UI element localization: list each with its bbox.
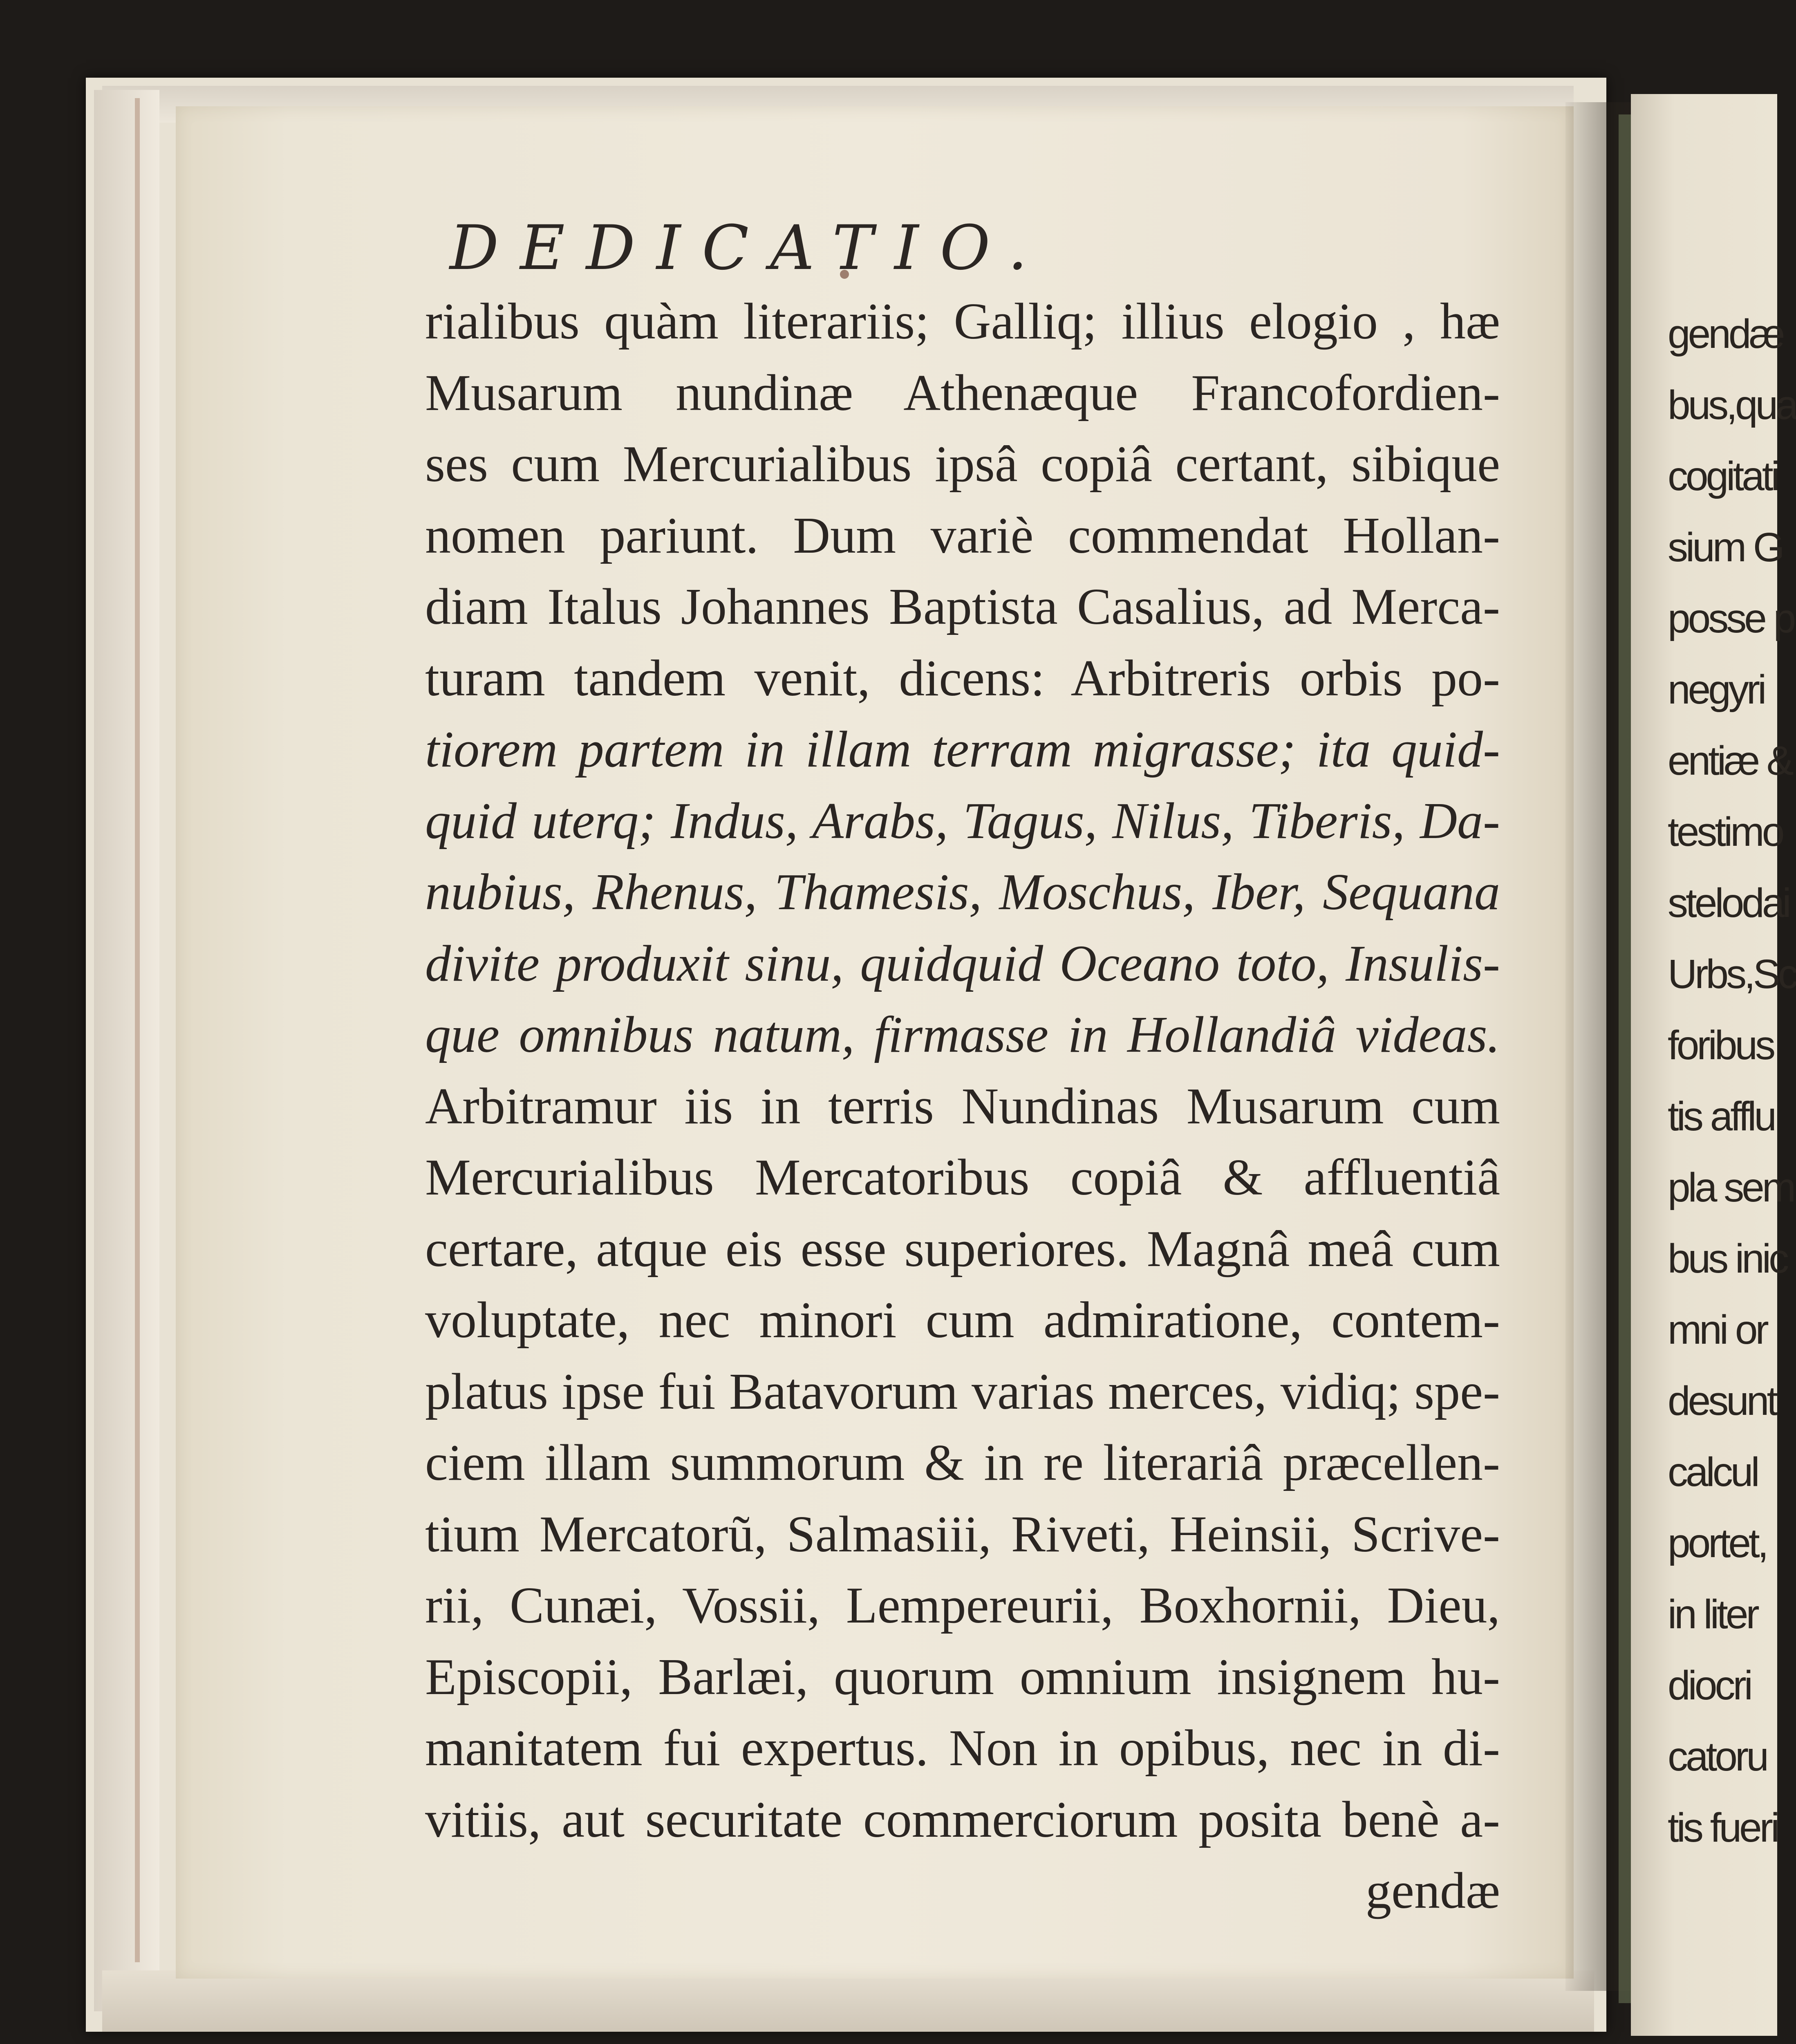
facing-text-line: desunt (1668, 1378, 1776, 1424)
facing-text-line: portet, (1668, 1520, 1767, 1566)
text-line: ses cum Mercurialibus ipsâ copiâ certant, sibique (425, 436, 1500, 493)
text-line: que omnibus natum, firmasse in Hollandiâ videas. (425, 1006, 1500, 1063)
facing-text-line: entiæ & (1668, 738, 1792, 784)
facing-text-line: bus inic (1668, 1236, 1787, 1282)
facing-text-line: pla sem (1668, 1165, 1794, 1210)
facing-text-line: diocri (1668, 1663, 1751, 1708)
page-edge (135, 98, 140, 1962)
text-line: nomen pariunt. Dum variè commendat Hollan- (425, 507, 1500, 564)
text-line: quid uterq; Indus, Arabs, Tagus, Nilus, Tiberis, Da- (425, 792, 1500, 849)
text-line: voluptate, nec minori cum admiratione, contem- (425, 1292, 1500, 1349)
facing-text-line: tis afflu (1668, 1094, 1774, 1139)
text-line: manitatem fui expertus. Non in opibus, nec in di- (425, 1720, 1500, 1777)
facing-text-line: mni or (1668, 1307, 1767, 1353)
text-line: vitiis, aut securitate commerciorum posita benè a- (425, 1791, 1500, 1848)
text-line: rialibus quàm literariis; Galliq; illius elogio , hæ (425, 293, 1500, 350)
facing-text-line: cogitati (1668, 453, 1778, 499)
facing-text-line: catoru (1668, 1734, 1767, 1780)
facing-text-line: foribus (1668, 1022, 1774, 1068)
text-line: nubius, Rhenus, Thamesis, Moschus, Iber, Sequana (425, 864, 1500, 921)
text-line: tiorem partem in illam terram migrasse; ita quid- (425, 721, 1500, 778)
running-head: DEDICATIO. (450, 213, 1049, 284)
facing-text-line: calcul (1668, 1449, 1758, 1495)
facing-text-line: negyri (1668, 667, 1765, 713)
facing-text-line: posse p (1668, 596, 1794, 641)
facing-text-line: sium G (1668, 524, 1783, 570)
text-line: Episcopii, Barlæi, quorum omnium insignem hu- (425, 1648, 1500, 1706)
text-line: certare, atque eis esse superiores. Magnâ meâ cum (425, 1220, 1500, 1278)
text-line: Mercurialibus Mercatoribus copiâ & affluentiâ (425, 1149, 1500, 1206)
text-line: Musarum nundinæ Athenæque Francofordien- (425, 364, 1500, 421)
facing-text-line: gendæ (1668, 311, 1783, 357)
facing-text-line: stelodai (1668, 880, 1789, 926)
facing-text-line: bus,qua (1668, 382, 1796, 428)
facing-text-line: tis fueri (1668, 1805, 1778, 1851)
text-line: platus ipse fui Batavorum varias merces, vidiq; spe- (425, 1363, 1500, 1420)
facing-page (1631, 94, 1796, 2036)
text-line: turam tandem venit, dicens: Arbitreris orbis po- (425, 650, 1500, 707)
facing-page-text (1668, 298, 1796, 1863)
text-line: divite produxit sinu, quidquid Oceano toto, Insulis- (425, 935, 1500, 992)
facing-text-line: in liter (1668, 1591, 1757, 1637)
text-line: tium Mercatorũ, Salmasiii, Riveti, Heinsii, Scrive- (425, 1506, 1500, 1563)
text-line: Arbitramur iis in terris Nundinas Musarum cum (425, 1078, 1500, 1135)
text-line: rii, Cunæi, Vossii, Lempereurii, Boxhornii, Dieu, (425, 1577, 1500, 1634)
text-line: ciem illam summorum & in re literariâ præcellen- (425, 1434, 1500, 1491)
facing-text-line: Urbs,Sc (1668, 951, 1796, 997)
facing-text-line: testimo (1668, 809, 1783, 855)
cover-left-edge (94, 90, 159, 2011)
text-line: diam Italus Johannes Baptista Casalius, ad Merca- (425, 578, 1500, 635)
cover-bottom-edge (102, 1970, 1594, 2032)
body-text (425, 286, 1500, 1927)
text-line: gendæ (1366, 1862, 1500, 1919)
